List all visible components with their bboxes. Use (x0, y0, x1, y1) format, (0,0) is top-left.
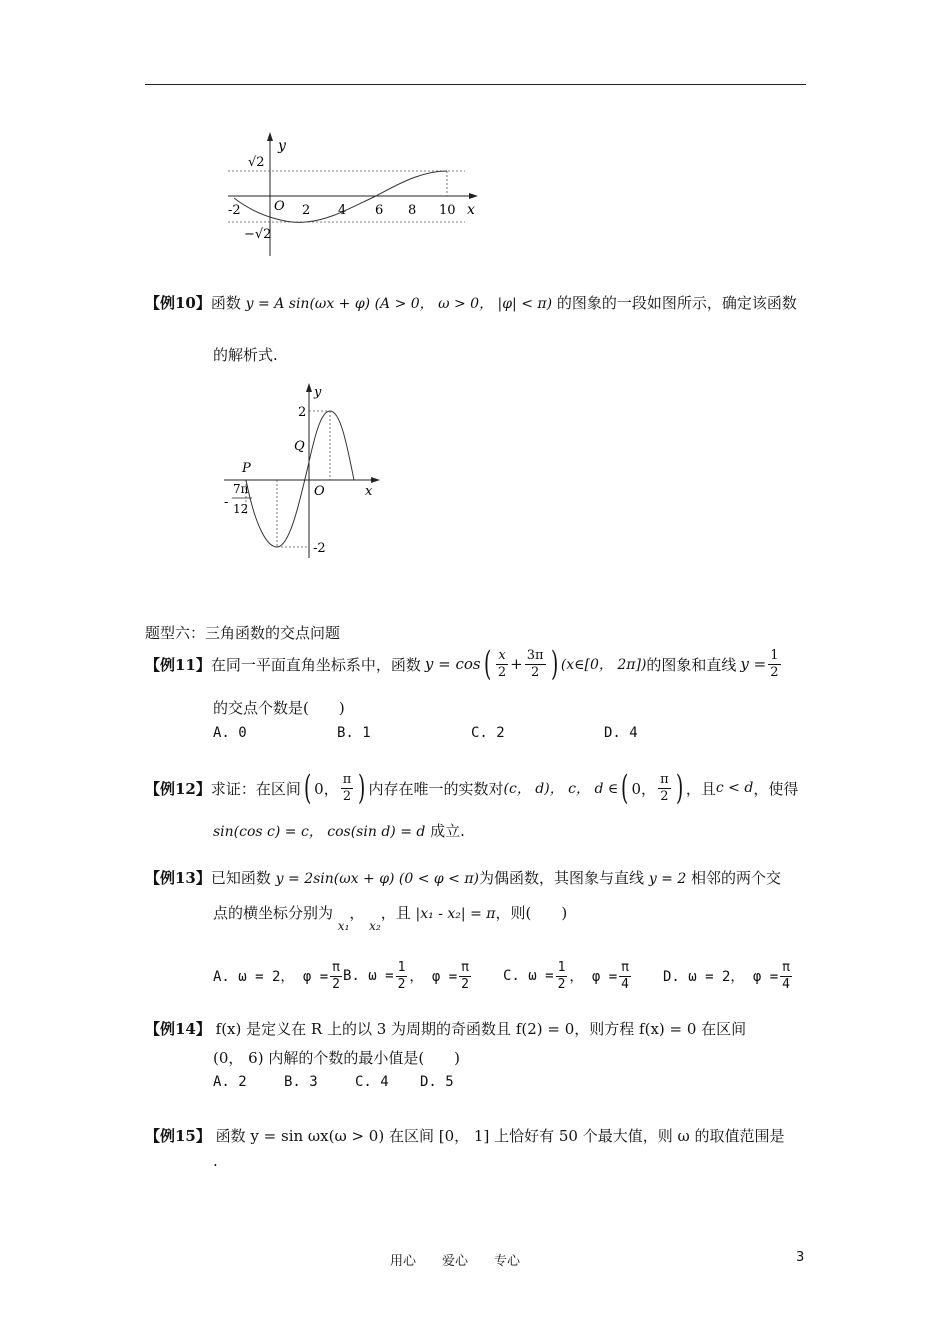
example-13-x2: x₂ (369, 919, 381, 933)
graph2-x-label: x (365, 484, 373, 499)
example-13-option-d: D. ω = 2， φ = $\frac{\pi}{4}$ (663, 959, 790, 992)
footer-center: 用心 爱心 专心 (390, 1254, 521, 1269)
example-13-line2 (213, 902, 568, 933)
example-13-option-c: C. ω = $\frac{1}{2}$ ， φ = $\frac{\pi}{4}$ (503, 959, 629, 992)
example-13-text-a: 已知函数 (210, 869, 271, 887)
example-11-text-b: 的图象和直线 (646, 655, 737, 674)
example-15-line1: 函数 y = sin ωx(ω > 0) 在区间 [0， 1] 上恰好有 50 个最大值，则 ω 的取值范围是 (215, 1127, 785, 1145)
example-11-option-b: B. 1 (337, 725, 371, 741)
graph1-tick-4: 6 (375, 203, 384, 218)
interval-start-2: 0， (631, 779, 657, 798)
example-11-line2: 的交点个数是( ) (213, 699, 345, 717)
example-10-line2: 的解析式. (213, 346, 278, 364)
example-12-line2 (213, 820, 465, 841)
graph2-frac-num: 7π (233, 482, 249, 496)
example-13-comma: ， (349, 904, 365, 922)
frac-pi-over-2-b: $\frac{\pi}{2}$ (660, 771, 669, 804)
graph1-tick-1: -2 (228, 203, 241, 218)
graph-1 (220, 128, 490, 258)
example-12-text-d: ，且 (685, 779, 716, 798)
example-12 (145, 768, 798, 808)
example-15 (145, 1125, 784, 1146)
graph1-sqrt2: √2 (248, 155, 265, 170)
example-14-option-b: B. 3 (284, 1074, 318, 1090)
example-11 (145, 644, 783, 684)
example-12-text-e: ，使得 (753, 779, 799, 798)
example-13-line2-b: ，且 (380, 904, 411, 922)
graph2-y-label: y (314, 385, 322, 400)
example-14 (145, 1018, 746, 1039)
frac-x-over-2: $\frac{x}{2}$ (497, 647, 507, 680)
example-13-formula: y = 2sin(ωx + φ) (0 < φ < π) (275, 871, 480, 887)
right-paren: ) (358, 768, 366, 808)
example-13-text-b: 为偶函数，其图象与直线 (479, 869, 645, 887)
example-12-pair: (c， d) (503, 781, 550, 797)
right-paren-2: ) (675, 768, 683, 808)
example-11-cos: y = cos (424, 655, 481, 673)
graph1-origin: O (274, 199, 285, 214)
example-13 (145, 867, 781, 888)
left-paren: ( (483, 644, 491, 684)
example-10-text-a: 函数 (210, 294, 241, 312)
example-13-x1: x₁ (337, 919, 350, 933)
example-12-text-b: 内存在唯一的实数对 (368, 779, 504, 798)
example-13-line: y = 2 (648, 871, 687, 887)
graph2-y-bottom: -2 (313, 541, 326, 556)
example-14-option-c: C. 4 (355, 1074, 389, 1090)
example-11-y-eq: y = (740, 655, 767, 673)
example-12-cond: c < d (715, 780, 754, 796)
graph1-tick-6: 10 (439, 203, 456, 218)
graph2-origin: O (314, 484, 325, 499)
example-15-label: 【例15】 (145, 1127, 211, 1145)
graph1-tick-5: 8 (408, 203, 417, 218)
example-11-option-a: A. 0 (213, 725, 247, 741)
graph1-y-label: y (278, 138, 286, 154)
example-13-options (213, 956, 794, 996)
example-10-formula: y = A sin(ωx + φ) (A > 0， ω > 0， |φ| < π) (245, 296, 553, 312)
example-13-line2-c: ，则( ) (495, 904, 568, 922)
example-10-label: 【例10】 (145, 294, 211, 312)
graph1-neg-sqrt2: −√2 (244, 227, 272, 242)
graph2-q: Q (294, 439, 305, 454)
page-number: 3 (796, 1250, 805, 1265)
graph2-neg: - (224, 495, 229, 510)
example-14-line1: f(x) 是定义在 R 上的以 3 为周期的奇函数且 f(2) = 0，则方程 f(x) = 0 在区间 (215, 1020, 747, 1038)
left-paren-2: ( (621, 768, 629, 808)
frac-3pi-over-2: $\frac{3\pi}{2}$ (526, 647, 544, 680)
graph-2 (220, 380, 390, 560)
right-paren: ) (550, 644, 558, 684)
plus-sign: + (510, 655, 523, 673)
example-15-line2: . (213, 1152, 218, 1170)
frac-pi-over-2: $\frac{\pi}{2}$ (342, 771, 352, 804)
example-11-label: 【例11】 (145, 655, 211, 674)
left-paren: ( (303, 768, 312, 808)
graph2-p: P (242, 461, 251, 476)
example-13-text-c: 相邻的两个交 (691, 869, 782, 887)
example-12-label: 【例12】 (145, 779, 211, 798)
graph1-tick-3: 4 (338, 203, 347, 218)
graph2-frac-den: 12 (233, 502, 249, 516)
example-12-text-c: ， c， d ∈ (549, 781, 619, 797)
graph1-x-label: x (467, 202, 475, 218)
example-13-label: 【例13】 (145, 869, 211, 887)
graph1-tick-2: 2 (302, 203, 311, 218)
example-10-text-b: 的图象的一段如图所示，确定该函数 (556, 294, 797, 312)
example-12-line2-end: 成立. (430, 822, 465, 840)
example-13-option-a: A. ω = 2， φ = $\frac{\pi}{2}$ (213, 959, 340, 992)
section-6-title: 题型六：三角函数的交点问题 (145, 624, 341, 642)
example-11-option-d: D. 4 (604, 725, 638, 741)
example-11-domain: (x∈[0， 2π]) (560, 657, 647, 673)
frac-1-over-2: $\frac{1}{2}$ (770, 647, 779, 680)
interval-start: 0， (314, 779, 339, 798)
example-10 (145, 292, 797, 313)
example-14-option-d: D. 5 (420, 1074, 454, 1090)
example-12-equations: sin(cos c) = c， cos(sin d) = d (213, 824, 426, 840)
header-rule (145, 84, 806, 85)
example-11-option-c: C. 2 (471, 725, 505, 741)
example-13-abs-expr: |x₁ - x₂| = π (415, 906, 496, 922)
example-13-option-b: B. ω = $\frac{1}{2}$ ， φ = $\frac{\pi}{2}$ (343, 959, 469, 992)
example-14-option-a: A. 2 (213, 1074, 247, 1090)
example-11-text-a: 在同一平面直角坐标系中，函数 (210, 655, 421, 674)
example-13-line2-a: 点的横坐标分别为 (213, 904, 334, 922)
example-14-label: 【例14】 (145, 1020, 211, 1038)
example-14-line2: (0， 6) 内解的个数的最小值是( ) (213, 1049, 461, 1067)
example-12-text-a: 求证：在区间 (210, 779, 301, 798)
graph2-y-top: 2 (298, 405, 307, 420)
